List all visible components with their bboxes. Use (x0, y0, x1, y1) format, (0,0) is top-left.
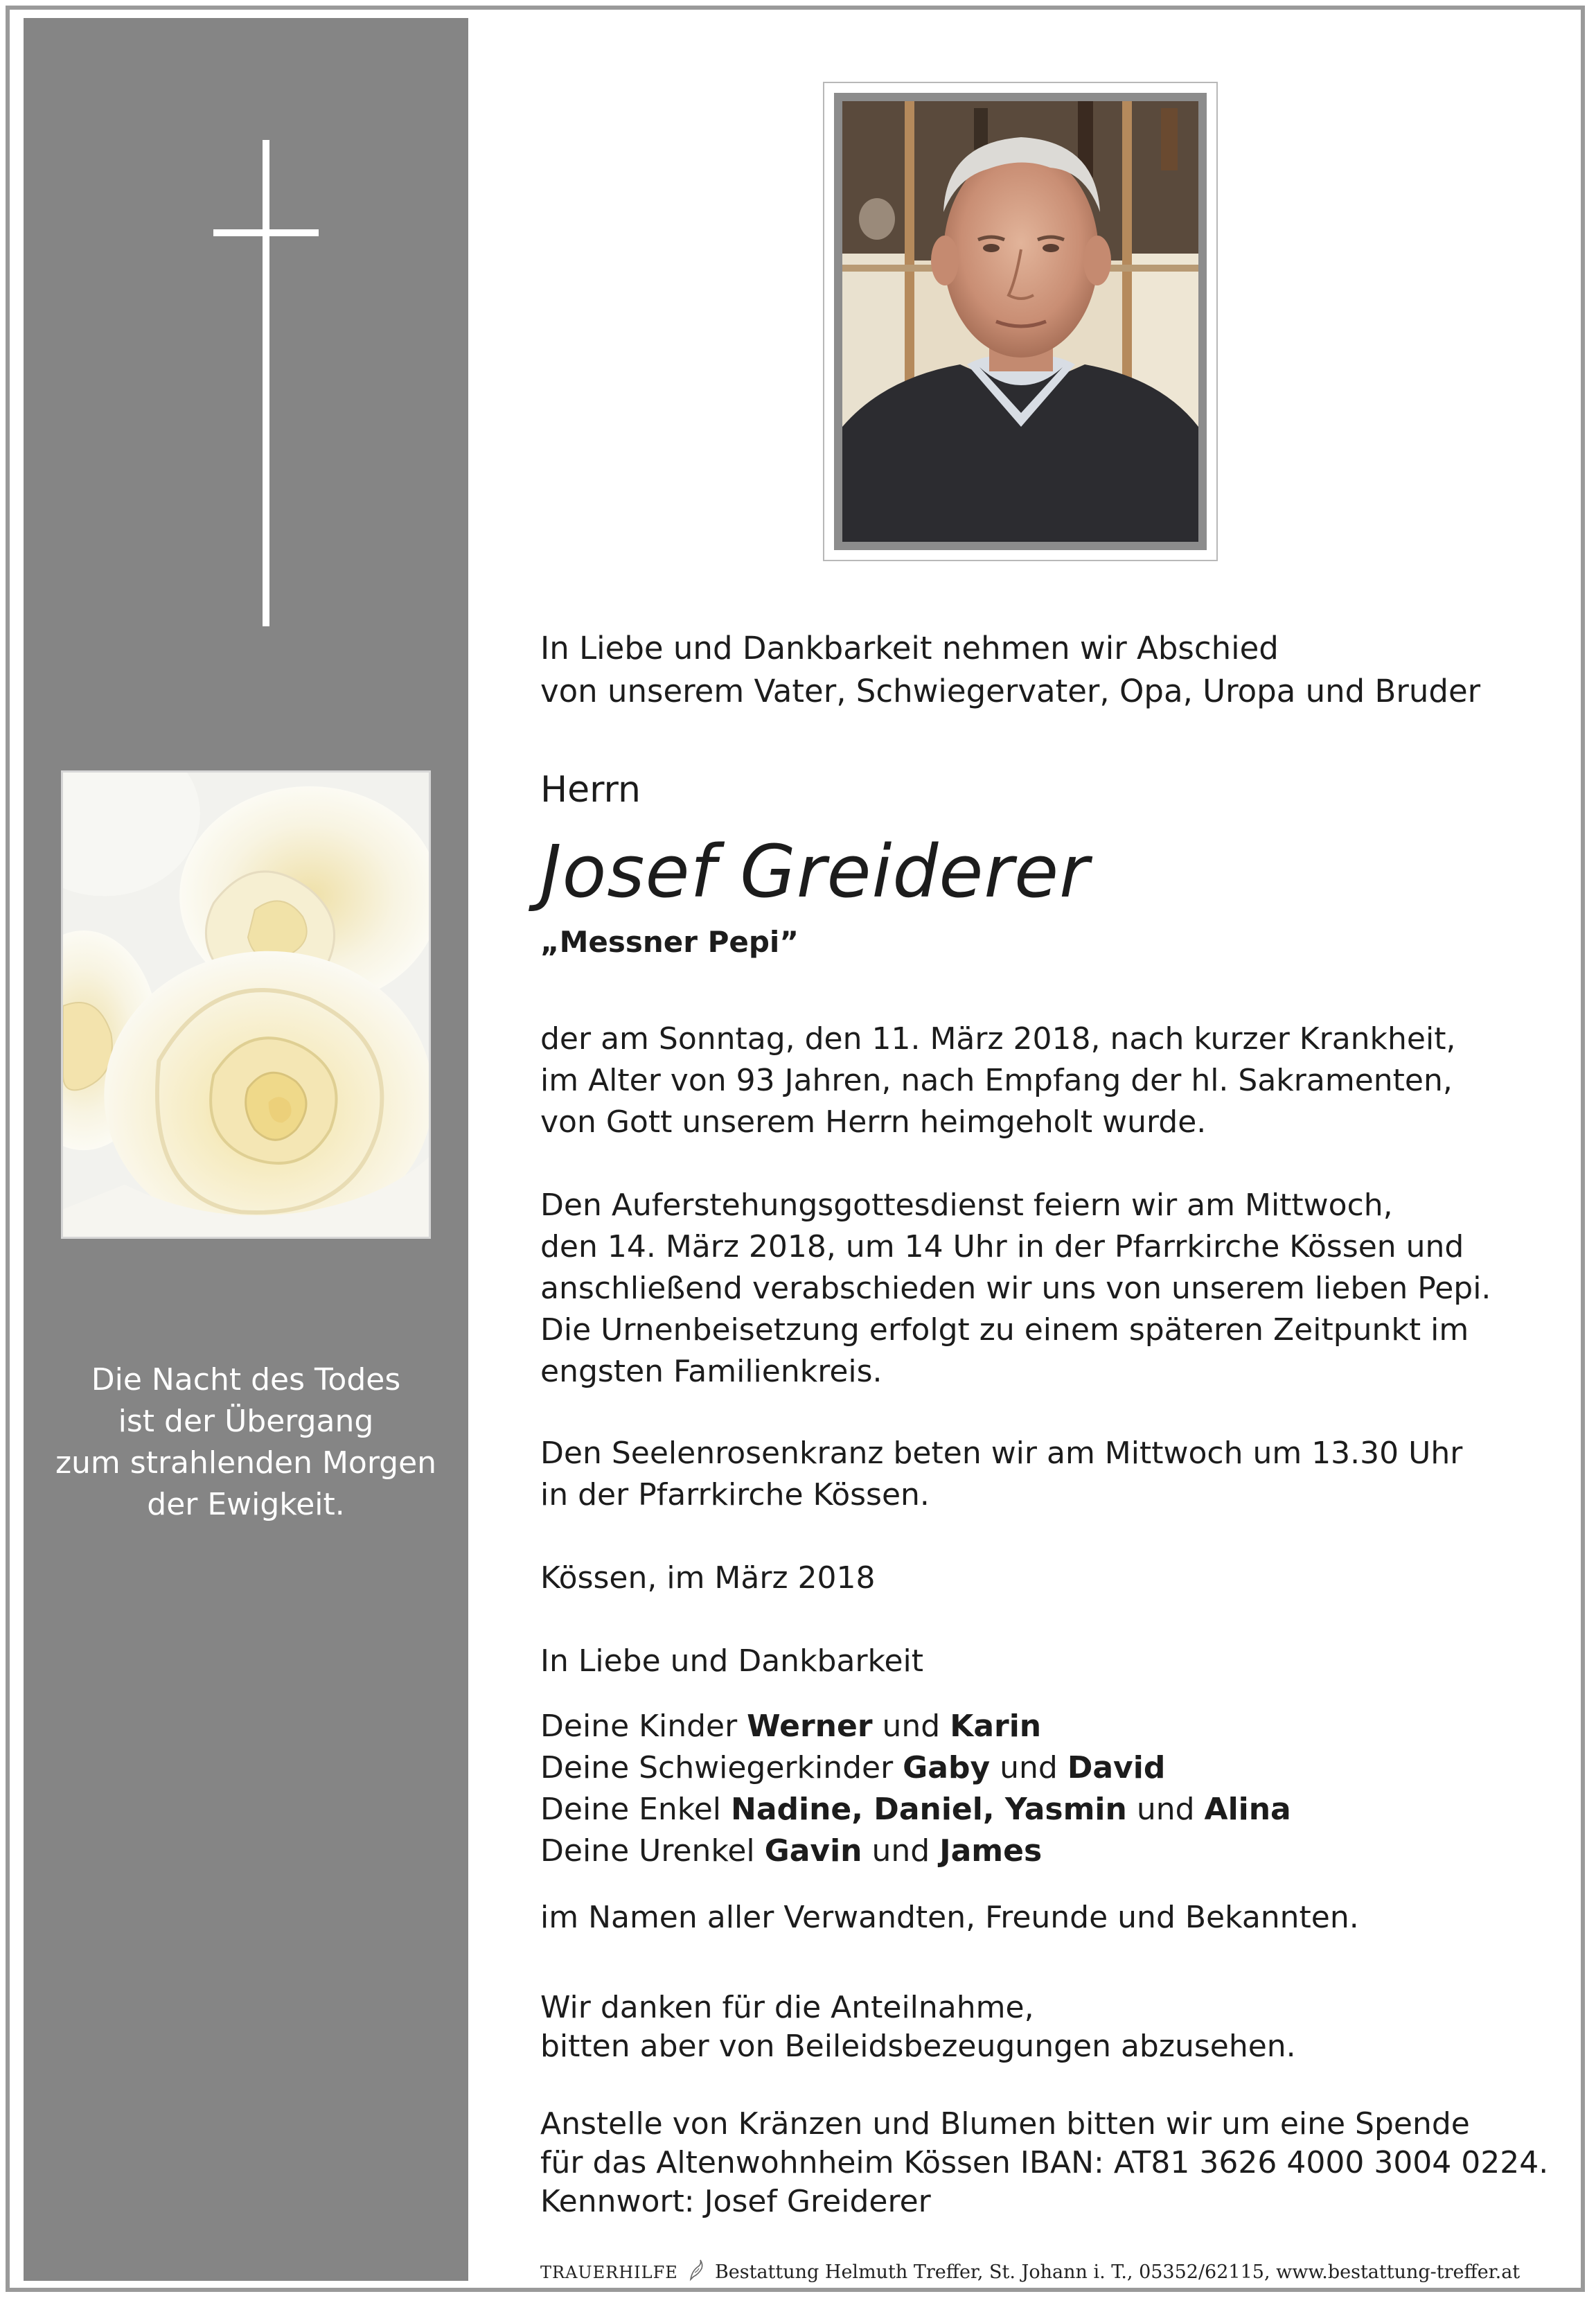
service-line: anschließend verabschieden wir uns von unserem lieben Pepi. (540, 1271, 1491, 1306)
death-line: im Alter von 93 Jahren, nach Empfang der hl. Sakramenten, (540, 1063, 1453, 1098)
on-behalf: im Namen aller Verwandten, Freunde und Bekannten. (540, 1900, 1359, 1935)
intro-line: von unserem Vater, Schwiegervater, Opa, Uropa und Bruder (540, 673, 1481, 709)
family-grandchildren (540, 1789, 1291, 1830)
family-sep: und (872, 1709, 950, 1744)
family-children (540, 1706, 1041, 1747)
thanks-line: bitten aber von Beileidsbezeugungen abzusehen. (540, 2029, 1296, 2064)
rosary-line: in der Pfarrkirche Kössen. (540, 1477, 930, 1512)
dove-logo-icon (688, 2259, 704, 2282)
place-date: Kössen, im März 2018 (540, 1560, 876, 1596)
intro-line: In Liebe und Dankbarkeit nehmen wir Abschied (540, 630, 1279, 667)
salutation: Herrn (540, 769, 641, 811)
footer-text: Bestattung Helmuth Treffer, St. Johann i. T., 05352/62115, www.bestattung-treffer.at (714, 2261, 1520, 2283)
service-line: Den Auferstehungsgottesdienst feiern wir am Mittwoch, (540, 1188, 1393, 1223)
poem (28, 1359, 464, 1526)
footer-brand: TRAUERHILFE (540, 2263, 678, 2282)
poem-line: ist der Übergang (118, 1404, 374, 1439)
poem-line: der Ewigkeit. (147, 1487, 345, 1522)
poem-line: zum strahlenden Morgen (55, 1445, 437, 1481)
service-line: Die Urnenbeisetzung erfolgt zu einem späteren Zeitpunkt im (540, 1312, 1469, 1348)
rosary-line: Den Seelenrosenkranz beten wir am Mittwoch um 13.30 Uhr (540, 1436, 1463, 1471)
family-sep: und (990, 1750, 1067, 1785)
family-great-grandchildren (540, 1830, 1042, 1872)
deceased-name: Josef Greiderer (540, 829, 1090, 914)
family-sep: und (1126, 1792, 1205, 1827)
footer (540, 2259, 1520, 2283)
family-in-laws (540, 1747, 1165, 1789)
death-line: der am Sonntag, den 11. März 2018, nach kurzer Krankheit, (540, 1021, 1456, 1057)
donation-line: Anstelle von Kränzen und Blumen bitten wir um eine Spende (540, 2106, 1470, 2142)
family-label: Deine Kinder (540, 1709, 747, 1744)
service-line: engsten Familienkreis. (540, 1354, 883, 1389)
family-name: David (1067, 1750, 1166, 1785)
family-name: Karin (950, 1709, 1042, 1744)
cross-icon (263, 140, 269, 626)
closing: In Liebe und Dankbarkeit (540, 1643, 923, 1679)
family-name: Gavin (764, 1833, 862, 1869)
family-name: James (939, 1833, 1043, 1869)
poem-line: Die Nacht des Todes (91, 1362, 401, 1397)
family-name: Alina (1204, 1792, 1291, 1827)
portrait-photo (834, 93, 1207, 550)
family-label: Deine Schwiegerkinder (540, 1750, 903, 1785)
family-sep: und (862, 1833, 940, 1869)
family-label: Deine Urenkel (540, 1833, 765, 1869)
donation-line: für das Altenwohnheim Kössen IBAN: AT81 3626 4000 3004 0224. (540, 2145, 1549, 2180)
family-name: Nadine, Daniel, Yasmin (731, 1792, 1127, 1827)
cross-icon-bar (213, 229, 319, 236)
family-name: Gaby (903, 1750, 991, 1785)
nickname: „Messner Pepi” (540, 925, 799, 959)
thanks-line: Wir danken für die Anteilnahme, (540, 1990, 1034, 2025)
family-name: Werner (747, 1709, 873, 1744)
death-line: von Gott unserem Herrn heimgeholt wurde. (540, 1104, 1207, 1140)
service-line: den 14. März 2018, um 14 Uhr in der Pfarrkirche Kössen und (540, 1229, 1464, 1264)
donation-line: Kennwort: Josef Greiderer (540, 2184, 931, 2219)
portrait-photo-frame (823, 82, 1218, 561)
white-roses-image (61, 770, 431, 1239)
family-label: Deine Enkel (540, 1792, 731, 1827)
